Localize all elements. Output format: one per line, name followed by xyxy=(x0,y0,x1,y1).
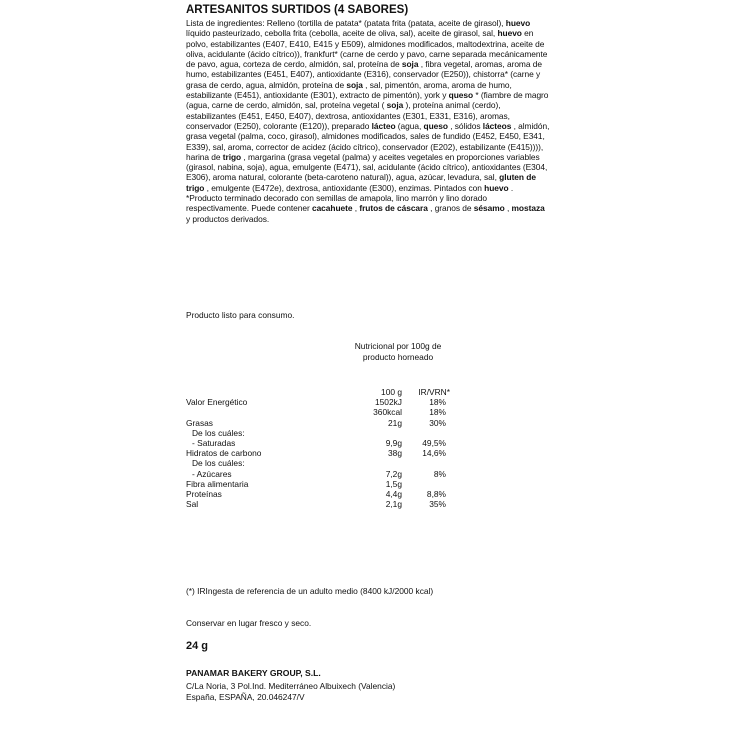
nutrient-per-100g: 360kcal xyxy=(373,407,402,418)
nutrient-label: - Saturadas xyxy=(192,437,236,448)
allergen-highlight: huevo xyxy=(497,28,522,39)
ingredient-text: , fibra vegetal, aromas, aroma de humo, estabilizantes (E451, E407), antioxidante (E316), conservador (E250)), chistorra* (carne y grasa de cerdo, agua, almidón, proteína de xyxy=(186,59,542,90)
company-address-line2: España, ESPAÑA, 20.046247/V xyxy=(186,692,305,702)
nutrition-row xyxy=(186,499,486,509)
nutrient-label: Proteínas xyxy=(186,488,222,499)
ingredients-list xyxy=(186,18,550,224)
nutrition-row xyxy=(186,448,486,458)
nutrition-table xyxy=(186,387,486,509)
allergen-highlight: gluten de trigo xyxy=(186,172,536,193)
ingredient-text: , almidón, grasa vegetal (palma, coco, girasol), almidones modificados, sales de fundido (E452, E450, E341, E339), sal, aroma, corrector de acidez (ácido cítrico), conservador (E202), estabilizante (E415)))), harina de xyxy=(186,120,550,162)
allergen-highlight: lácteo xyxy=(371,120,396,131)
nutrition-col-100g: 100 g xyxy=(381,387,402,397)
storage-instructions: Conservar en lugar fresco y seco. xyxy=(186,618,312,628)
nutrition-heading-line2: producto horneado xyxy=(362,352,434,362)
allergen-highlight: soja xyxy=(346,79,363,90)
allergen-highlight: frutos de cáscara xyxy=(359,203,428,214)
ingredient-text: * (fiambre de magro (agua, carne de cerdo, almidón, sal, proteína vegetal ( xyxy=(186,90,549,111)
nutrition-row xyxy=(186,428,486,438)
nutrient-per-100g: 1,5g xyxy=(385,478,402,489)
nutrition-heading-line1: Nutricional por 100g de xyxy=(354,341,442,351)
nutrient-ir-percent: 18% xyxy=(429,407,446,418)
nutrition-row xyxy=(186,397,486,407)
nutrient-per-100g: 9,9g xyxy=(385,437,402,448)
nutrient-per-100g: 21g xyxy=(388,417,402,428)
nutrition-row xyxy=(186,489,486,499)
ingredient-text: ), proteína animal (cerdo), estabilizantes (E451, E450, E407), dextrosa, antioxidantes (E301, E331, E316), aromas, conservador (E250), colorante (E120)), preparado xyxy=(186,100,510,131)
ingredient-text: Lista de ingredientes: Relleno (tortilla de patata* (patata frita (patata, aceite de girasol), xyxy=(186,18,506,28)
ready-to-eat-note: Producto listo para consumo. xyxy=(186,310,295,320)
ingredient-text: y productos derivados. xyxy=(186,213,270,224)
allergen-highlight: queso xyxy=(423,120,448,131)
nutrient-ir-percent: 35% xyxy=(429,499,446,510)
nutrient-label: De los cuáles: xyxy=(192,458,245,469)
ir-footnote: (*) IRIngesta de referencia de un adulto medio (8400 kJ/2000 kcal) xyxy=(186,586,434,596)
nutrient-ir-percent: 18% xyxy=(429,397,446,408)
ingredient-text: , xyxy=(352,203,360,214)
nutrient-label: De los cuáles: xyxy=(192,427,245,438)
nutrition-row xyxy=(186,418,486,428)
ingredient-text: en polvo, estabilizantes (E407, E410, E415 y E509), almidones modificados, maltodextrina, aceite de oliva, acidulante (ácido cítrico)), frankfurt* (carne de cerdo y pavo, carne separada mecánicamente de pavo, agua, corteza de cerdo, almidón, sal, proteína de xyxy=(186,28,548,70)
ingredient-text: líquido pasteurizado, cebolla frita (cebolla, aceite de oliva, sal), aceite de girasol, sal, xyxy=(186,28,498,39)
nutrient-ir-percent: 8% xyxy=(433,468,446,479)
ingredient-text: , granos de xyxy=(427,203,474,214)
company-address-line1: C/La Noria, 3 Pol.Ind. Mediterráneo Albuixech (Valencia) xyxy=(186,681,396,691)
nutrition-row xyxy=(186,438,486,448)
nutrition-row xyxy=(186,479,486,489)
nutrient-label: Hidratos de carbono xyxy=(186,448,262,459)
nutrition-row xyxy=(186,407,486,417)
nutrient-per-100g: 1502kJ xyxy=(374,397,402,408)
nutrient-ir-percent: 30% xyxy=(429,417,446,428)
nutrition-header-row xyxy=(186,387,486,397)
allergen-highlight: soja xyxy=(386,100,404,111)
product-label xyxy=(186,4,550,702)
nutrient-ir-percent: 49,5% xyxy=(422,437,446,448)
ingredient-text: , emulgente (E472e), dextrosa, antioxidante (E300), enzimas. Pintados con xyxy=(204,182,485,193)
allergen-highlight: queso xyxy=(448,90,474,101)
allergen-highlight: soja xyxy=(401,59,419,70)
allergen-highlight: cacahuete xyxy=(311,203,353,214)
nutrient-label: Grasas xyxy=(186,417,213,428)
allergen-highlight: huevo xyxy=(505,18,531,28)
nutrient-label: Sal xyxy=(186,499,199,510)
ingredient-text: , margarina (grasa vegetal (palma) y aceites vegetales en proporciones variables (girasol, nabina, soja), agua, emulgente (E471), sal, acidulante (ácido cítrico), antioxidantes (E304, E306), aroma natural, colorante (beta-caroteno natural)), agua, azúcar, levadura, sal, xyxy=(186,151,548,183)
company-name: PANAMAR BAKERY GROUP, S.L. xyxy=(186,668,321,678)
allergen-highlight: trigo xyxy=(222,151,242,162)
product-title: ARTESANITOS SURTIDOS (4 SABORES) xyxy=(186,4,409,16)
ingredient-text: , sal, pimentón, aroma, aroma de humo, estabilizante (E451), antioxidante (E301), extracto de pimentón), york y xyxy=(186,79,512,101)
nutrient-per-100g: 2,1g xyxy=(385,499,402,510)
ingredient-text: , xyxy=(504,203,512,214)
ingredient-text: (agua, xyxy=(395,120,424,131)
ingredient-text: , sólidos xyxy=(447,120,483,131)
ingredient-text: . *Producto terminado decorado con semillas de amapola, lino marrón y lino dorado respectivamente. Puede contener xyxy=(186,182,514,214)
net-weight: 24 g xyxy=(186,640,209,652)
nutrition-heading xyxy=(338,341,458,363)
allergen-highlight: sésamo xyxy=(473,203,505,214)
nutrition-row xyxy=(186,469,486,479)
nutrient-per-100g: 4,4g xyxy=(385,488,402,499)
nutrient-ir-percent: 14,6% xyxy=(422,448,446,459)
allergen-highlight: lácteos xyxy=(482,120,512,131)
nutrient-label: Fibra alimentaria xyxy=(186,478,249,489)
nutrient-per-100g: 38g xyxy=(388,448,402,459)
nutrition-col-ir: IR/VRN* xyxy=(418,387,450,397)
nutrition-row xyxy=(186,458,486,468)
allergen-highlight: huevo xyxy=(484,182,509,193)
nutrient-label: Valor Energético xyxy=(186,397,248,408)
allergen-highlight: mostaza xyxy=(511,203,545,214)
nutrient-label: - Azúcares xyxy=(192,468,232,479)
nutrient-per-100g: 7,2g xyxy=(385,468,402,479)
nutrient-ir-percent: 8,8% xyxy=(426,488,446,499)
